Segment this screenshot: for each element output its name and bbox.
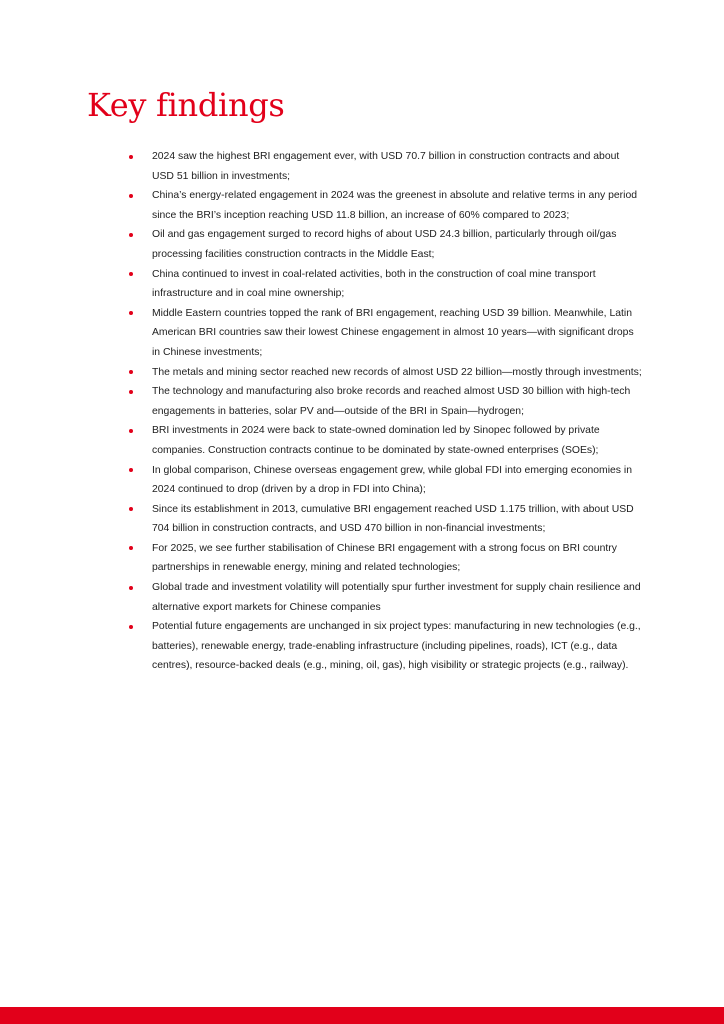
list-item: BRI investments in 2024 were back to state-owned domination led by Sinopec followed by private companies. Construction contracts continue to be dominated by state-owned enterprises (SOEs); (127, 421, 643, 460)
list-item: Oil and gas engagement surged to record highs of about USD 24.3 billion, particularly through oil/gas processing facilities construction contracts in the Middle East; (127, 225, 643, 264)
list-item: Middle Eastern countries topped the rank of BRI engagement, reaching USD 39 billion. Meanwhile, Latin American BRI countries saw their lowest Chinese engagement in almost 10 years—with significant drops in Chinese investments; (127, 304, 643, 363)
list-item: Since its establishment in 2013, cumulative BRI engagement reached USD 1.175 trillion, with about USD 704 billion in construction contracts, and USD 470 billion in non-financial investments; (127, 500, 643, 539)
key-findings-list (127, 147, 643, 676)
list-item: Global trade and investment volatility will potentially spur further investment for supply chain resilience and alternative export markets for Chinese companies (127, 578, 643, 617)
list-item: For 2025, we see further stabilisation of Chinese BRI engagement with a strong focus on BRI country partnerships in renewable energy, mining and related technologies; (127, 539, 643, 578)
list-item: The metals and mining sector reached new records of almost USD 22 billion—mostly through investments; (127, 363, 643, 383)
footer-accent-bar (0, 1007, 724, 1024)
list-item: Potential future engagements are unchanged in six project types: manufacturing in new technologies (e.g., batteries), renewable energy, trade-enabling infrastructure (including pipelines, roads), ICT (e.g., data centres), resource-backed deals (e.g., mining, oil, gas), high visibility or strategic projects (e.g., railway). (127, 617, 643, 676)
list-item: China continued to invest in coal-related activities, both in the construction of coal mine transport infrastructure and in coal mine ownership; (127, 265, 643, 304)
list-item: The technology and manufacturing also broke records and reached almost USD 30 billion with high-tech engagements in batteries, solar PV and—outside of the BRI in Spain—hydrogen; (127, 382, 643, 421)
list-item: In global comparison, Chinese overseas engagement grew, while global FDI into emerging economies in 2024 continued to drop (driven by a drop in FDI into China); (127, 461, 643, 500)
list-item: China’s energy-related engagement in 2024 was the greenest in absolute and relative terms in any period since the BRI’s inception reaching USD 11.8 billion, an increase of 60% compared to 2023; (127, 186, 643, 225)
page-title: Key findings (87, 86, 285, 124)
list-item: 2024 saw the highest BRI engagement ever, with USD 70.7 billion in construction contracts and about USD 51 billion in investments; (127, 147, 643, 186)
